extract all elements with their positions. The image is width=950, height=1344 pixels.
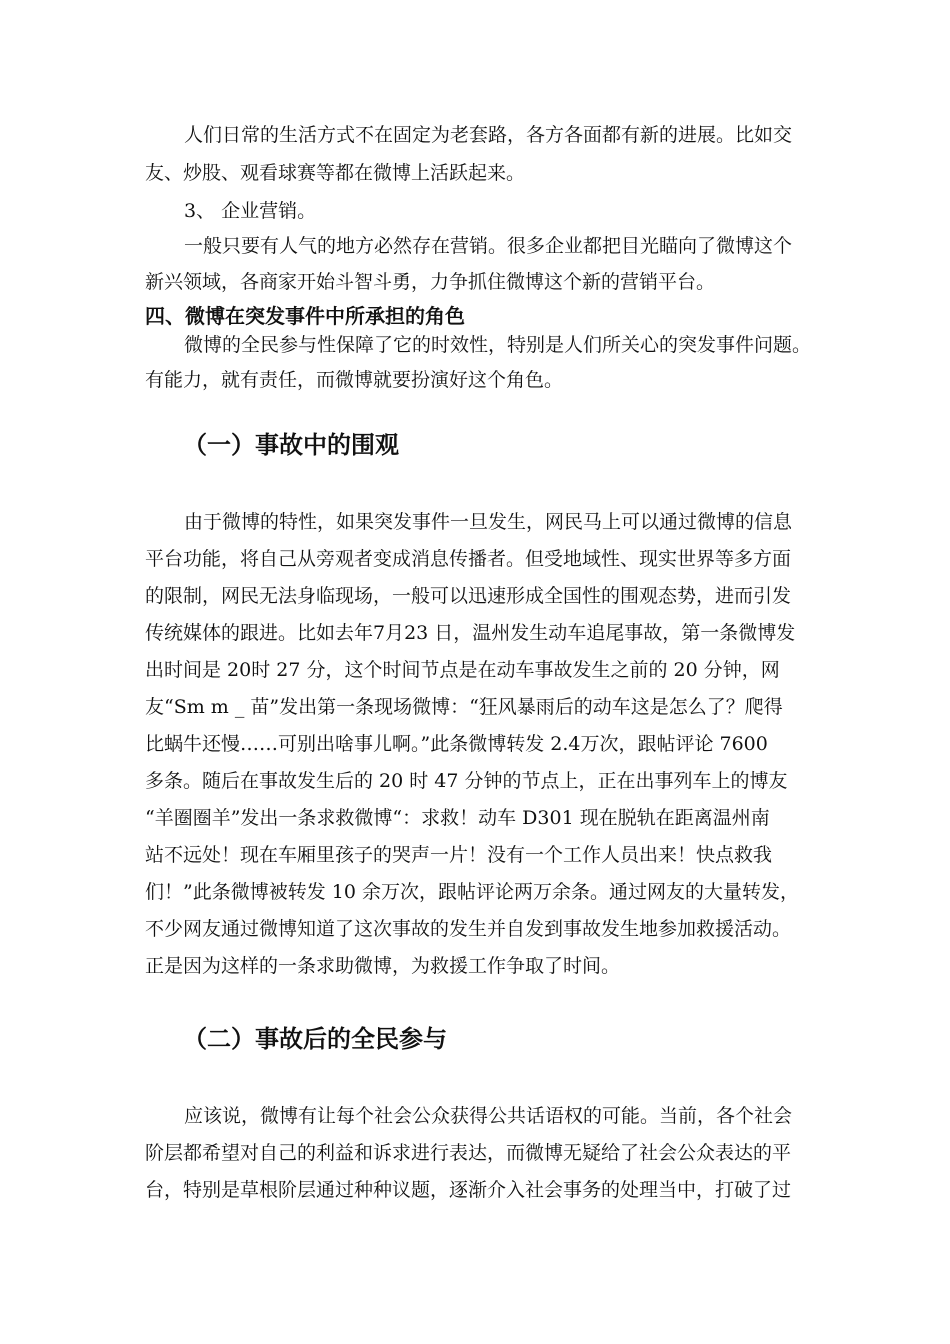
body-line: 比蜗牛还慢……可别出啥事儿啊。”此条微博转发 2.4万次，跟帖评论 7600 — [145, 733, 768, 755]
body-line: 由于微博的特性，如果突发事件一旦发生，网民马上可以通过微博的信息 — [184, 511, 793, 533]
body-line: 出时间是 20时 27 分，这个时间节点是在动车事故发生之前的 20 分钟，网 — [145, 659, 780, 681]
body-line: 多条。随后在事故发生后的 20 时 47 分钟的节点上，正在出事列车上的博友 — [145, 770, 788, 792]
body-line: 应该说，微博有让每个社会公众获得公共话语权的可能。当前，各个社会 — [184, 1105, 793, 1127]
body-line: 不少网友通过微博知道了这次事故的发生并自发到事故发生地参加救援活动。 — [145, 918, 792, 940]
body-line: 阶层都希望对自己的利益和诉求进行表达，而微博无疑给了社会公众表达的平 — [145, 1142, 792, 1164]
list-item-heading: 3、 企业营销。 — [184, 200, 317, 222]
body-line: 友、炒股、观看球赛等都在微博上活跃起来。 — [145, 162, 526, 184]
body-line: 一般只要有人气的地方必然存在营销。很多企业都把目光瞄向了微博这个 — [184, 235, 793, 257]
body-line: 站不远处！现在车厢里孩子的哭声一片！没有一个工作人员出来！快点救我 — [145, 844, 773, 866]
section-heading: 四、微博在突发事件中所承担的角色 — [145, 304, 465, 328]
body-line: 微博的全民参与性保障了它的时效性，特别是人们所关心的突发事件问题。 — [184, 334, 812, 356]
body-line: “羊圈圈羊”发出一条求救微博“：求救！动车 D301 现在脱轨在距离温州南 — [145, 807, 770, 829]
body-line: 的限制，网民无法身临现场，一般可以迅速形成全国性的围观态势，进而引发 — [145, 585, 792, 607]
body-line: 台，特别是草根阶层通过种种议题，逐渐介入社会事务的处理当中，打破了过 — [145, 1179, 792, 1201]
body-line: 平台功能，将自己从旁观者变成消息传播者。但受地域性、现实世界等多方面 — [145, 548, 792, 570]
body-line: 正是因为这样的一条求助微博，为救援工作争取了时间。 — [145, 955, 621, 977]
body-line: 友“Sm m _ 苗”发出第一条现场微博：“狂风暴雨后的动车这是怎么了？爬得 — [145, 696, 783, 718]
body-line: 传统媒体的跟进。比如去年7月23 日，温州发生动车追尾事故，第一条微博发 — [145, 622, 796, 644]
body-line: 有能力，就有责任，而微博就要扮演好这个角色。 — [145, 369, 564, 391]
body-line: 们！”此条微博被转发 10 余万次，跟帖评论两万余条。通过网友的大量转发， — [145, 881, 799, 903]
body-line: 人们日常的生活方式不在固定为老套路，各方各面都有新的进展。比如交 — [184, 124, 793, 146]
subsection-heading: （一）事故中的围观 — [183, 431, 399, 459]
subsection-heading: （二）事故后的全民参与 — [183, 1025, 447, 1053]
body-line: 新兴领域，各商家开始斗智斗勇，力争抓住微博这个新的营销平台。 — [145, 271, 716, 293]
